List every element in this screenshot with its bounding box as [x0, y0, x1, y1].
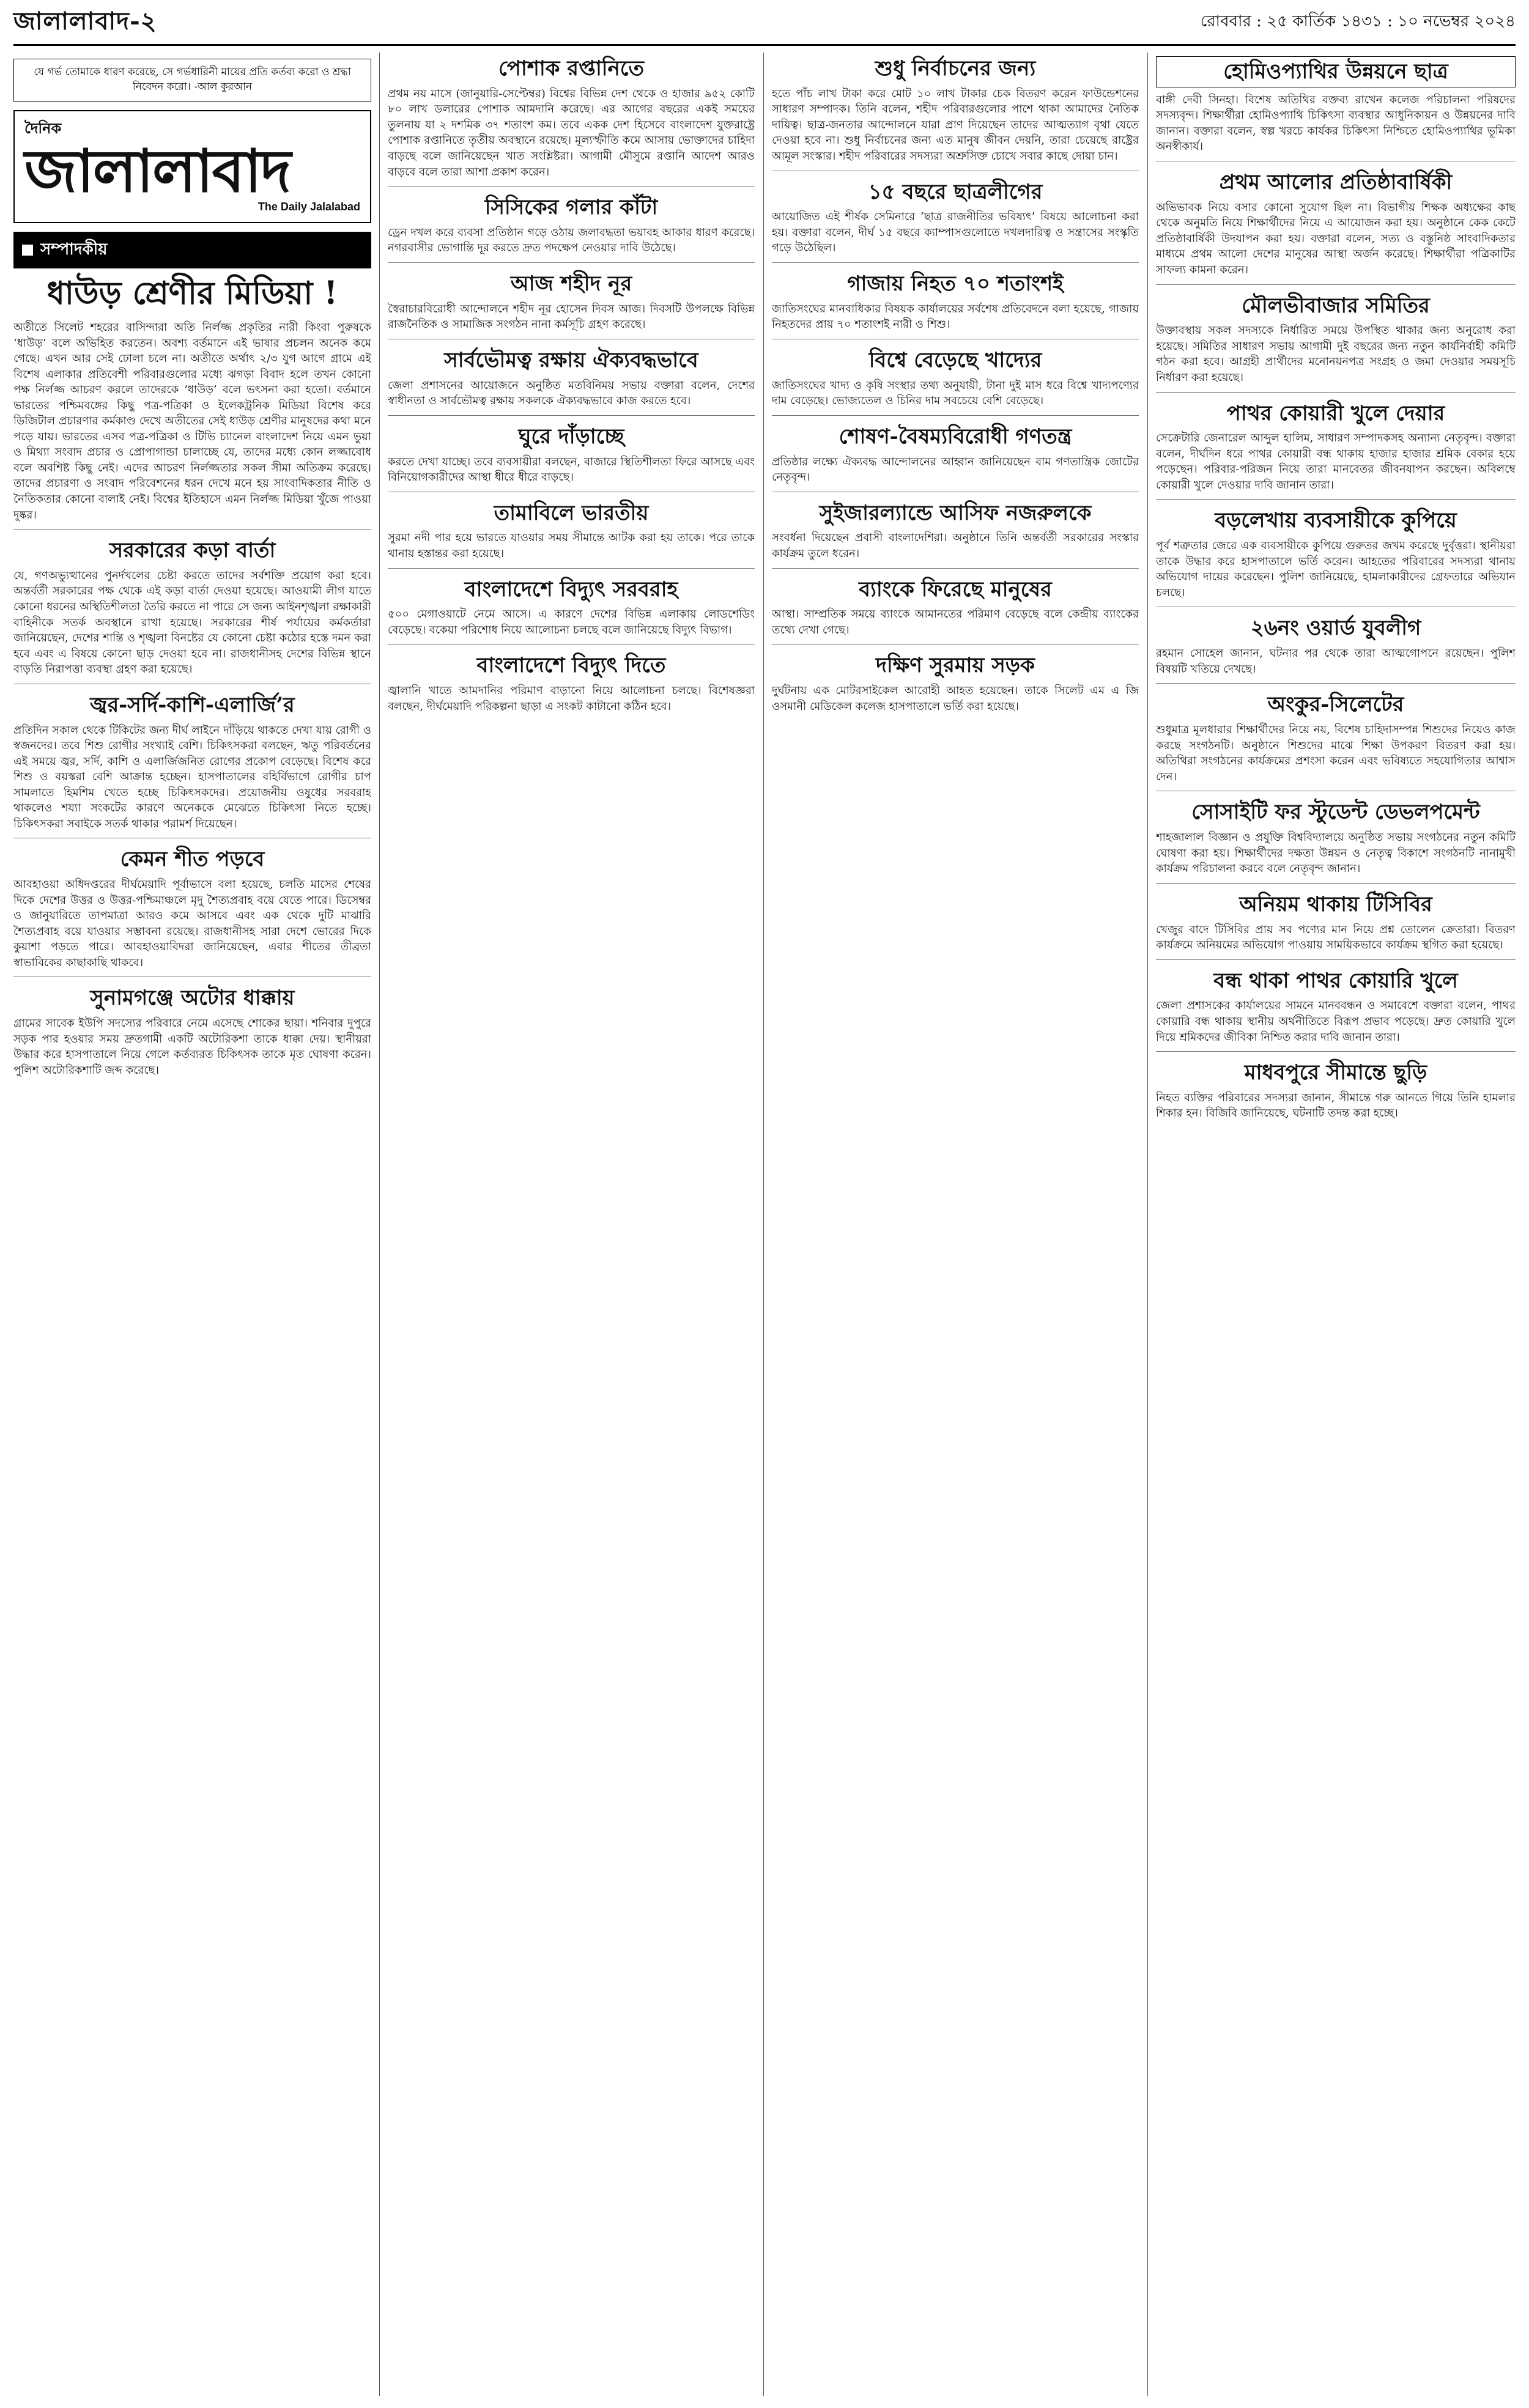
- article-ankur: [1156, 692, 1516, 791]
- article-prothomalo: [1156, 170, 1516, 285]
- article-bcl: [772, 180, 1139, 263]
- section-bar: [13, 232, 371, 268]
- article-garment: [388, 56, 755, 187]
- article-tcb: [1156, 892, 1516, 960]
- exploitation-headline: শোষণ-বৈষম্যবিরোধী গণতন্ত্র: [839, 424, 1072, 449]
- article-flu: [13, 693, 371, 839]
- article-food: [772, 348, 1139, 416]
- borolekh-body: পূর্ব শত্রুতার জেরে এক ব্যবসায়ীকে কুপিয়ে গুরুতর জখম করেছে দুর্বৃত্তরা। স্থানীয়রা তাকে উদ্ধার করে হাসপাতালে ভর্তি করেন। আহতের পরিবারের সদস্যরা থানায় অভিযোগ দায়ের করেছেন। পুলিশ জানিয়েছে, হামলাকারীদের গ্রেফতারে অভিযান চলছে।: [1156, 539, 1516, 599]
- article-gov-warning: [13, 538, 371, 684]
- syrup-body: ড্রেন দখল করে ব্যবসা প্রতিষ্ঠান গড়ে ওঠায় জলাবদ্ধতা ভয়াবহ আকার ধারণ করেছে। নগরবাসীর ভোগান্তি দূর করতে দ্রুত পদক্ষেপ নেওয়ার দাবি উঠেছে।: [388, 226, 755, 255]
- article-switzerland: [772, 501, 1139, 569]
- section-label: সম্পাদকীয়: [40, 240, 108, 259]
- masthead: [13, 110, 371, 223]
- tcb-body: খেজুর বাদে টিসিবির প্রায় সব পণ্যের মান নিয়ে প্রশ্ন তোলেন ক্রেতারা। বিতরণ কার্যক্রমে অনিয়মের অভিযোগ পাওয়ায় সাময়িকভাবে কার্যক্রম স্থগিত করা হয়েছে।: [1156, 923, 1516, 952]
- masthead-quote: যে গর্ভ তোমাকে ধারণ করেছে, সে গর্ভধারিনী মায়ের প্রতি কর্তব্য করো ও শ্রদ্ধা নিবেদন করো। -আল কুরআন: [13, 59, 371, 102]
- elect-body: হতে পাঁচ লাখ টাকা করে মোট ১০ লাখ টাকার চেক বিতরণ করেন ফাউন্ডেশনের সাধারণ সম্পাদক। তিনি বলেন, শহীদ পরিবারগুলোর পাশে থাকা আমাদের নৈতিক দায়িত্ব। ছাত্র-জনতার আন্দোলনে যারা প্রাণ দিয়েছেন তাদের আত্মত্যাগ বৃথা যেতে দেওয়া হবে না। শুধু নির্বাচনের জন্য এত মানুষ জীবন দেয়নি, তারা চেয়েছে রাষ্ট্রের আমূল সংস্কার। শহীদ পরিবারের সদস্যরা অশ্রুসিক্ত চোখে সবার কাছে দোয়া চান।: [772, 87, 1139, 163]
- article-rebound: [388, 424, 755, 492]
- article-sovereign: [388, 348, 755, 416]
- article-tamabil: [388, 501, 755, 569]
- bank-body: আস্থা। সাম্প্রতিক সময়ে ব্যাংকে আমানতের পরিমাণ বেড়েছে বলে কেন্দ্রীয় ব্যাংকের তথ্যে দেখা গেছে।: [772, 608, 1139, 637]
- article-sunamganj: [13, 986, 371, 1078]
- article-winter: [13, 847, 371, 977]
- column-1: [13, 53, 371, 2396]
- ankur-body: শুধুমাত্র মূলধারার শিক্ষার্থীদের নিয়ে নয়, বিশেষ চাহিদাসম্পন্ন শিশুদের নিয়েও কাজ করছে সংগঠনটি। অনুষ্ঠানে শিশুদের মাঝে শিক্ষা উপকরণ বিতরণ করা হয়। অতিথিরা সংগঠনের কার্যক্রমের প্রশংসা করেন এবং ভবিষ্যতে সহযোগিতার আশ্বাস দেন।: [1156, 723, 1516, 783]
- masthead-subtitle: The Daily Jalalabad: [257, 200, 360, 213]
- winter-body: আবহাওয়া অধিদপ্তরের দীর্ঘমেয়াদি পূর্বাভাসে বলা হয়েছে, চলতি মাসের শেষের দিকে দেশের উত্তর ও উত্তর-পশ্চিমাঞ্চলে মৃদু শৈত্যপ্রবাহ বয়ে যেতে পারে। ডিসেম্বর ও জানুয়ারিতে তাপমাত্রা আরও কমে আসবে এবং এক থেকে দুটি মাঝারি শৈত্যপ্রবাহ বয়ে যাওয়ার সম্ভাবনা রয়েছে। রাজধানীসহ সারা দেশে ভোরের দিকে কুয়াশা পড়তে পারে। আবহাওয়াবিদরা জানিয়েছেন, এবার শীতের তীব্রতা স্বাভাবিকের কাছাকাছি থাকবে।: [13, 878, 371, 969]
- syrup-headline: সিসিকের গলার কাঁটা: [484, 195, 658, 220]
- quarry-headline: পাথর কোয়ারী খুলে দেয়ার: [1226, 401, 1445, 426]
- article-syrup: [388, 195, 755, 263]
- ganja-body: জাতিসংঘের মানবাধিকার বিষয়ক কার্যালয়ের সর্বশেষ প্রতিবেদনে বলা হয়েছে, গাজায় নিহতদের প্রায় ৭০ শতাংশই নারী ও শিশু।: [772, 302, 1139, 331]
- ganja-headline: গাজায় নিহত ৭০ শতাংশই: [847, 271, 1064, 296]
- food-body: জাতিসংঘের খাদ্য ও কৃষি সংস্থার তথ্য অনুযায়ী, টানা দুই মাস ধরে বিশ্বে খাদ্যপণ্যের দাম বেড়েছে। ভোজ্যতেল ও চিনির দাম সবচেয়ে বেশি বেড়েছে।: [772, 379, 1139, 408]
- editorial-headline: ধাউড় শ্রেণীর মিডিয়া !: [46, 274, 338, 312]
- masthead-daily: দৈনিক: [24, 119, 62, 137]
- borolekh-headline: বড়লেখায় ব্যবসায়ীকে কুপিয়ে: [1215, 508, 1457, 533]
- garment-body: প্রথম নয় মাসে (জানুয়ারি-সেপ্টেম্বর) বিশ্বের বিভিন্ন দেশ থেকে ও হাজার ৯৫২ কোটি ৮০ লাখ ডলারের পোশাক আমদানি করেছে। এর আগের বছরের একই সময়ের তুলনায় যা ২ দশমিক ৩৭ শতাংশ কম। তবে একক দেশ হিসেবে বাংলাদেশ যুক্তরাষ্ট্রে পোশাক রপ্তানিতে তৃতীয় অবস্থানে রয়েছে। মূল্যস্ফীতি কমে আসায় ভোক্তাদের চাহিদা বাড়ছে বলে জানিয়েছেন খাত সংশ্লিষ্টরা। আগামী মৌসুমে রপ্তানি আদেশ আরও বাড়বে বলে তারা আশা প্রকাশ করেন।: [388, 87, 755, 179]
- electricity-headline: বাংলাদেশে বিদ্যুৎ সরবরাহ: [464, 577, 678, 602]
- flu-headline: জ্বর-সর্দি-কাশি-এলার্জি’র: [90, 692, 295, 717]
- article-bank: [772, 577, 1139, 645]
- sovereign-headline: সার্বভৌমত্ব রক্ষায় ঐক্যবদ্ধভাবে: [444, 347, 698, 372]
- ward26-headline: ২৬নং ওয়ার্ড যুবলীগ: [1250, 616, 1421, 641]
- article-quarry: [1156, 401, 1516, 500]
- editorial-body: অতীতে সিলেট শহরের বাসিন্দারা অতি নির্লজ্জ প্রকৃতির নারী কিংবা পুরুষকে ‘ধাউড়’ বলে অভিহিত করতেন। অবশ্য বর্তমানে এই ভাষার প্রচলন অনেক কমে গেছে। এখন আর সেই ঢোলা চলে না। অতীতে অর্থাৎ ২/৩ যুগ আগে গ্রামে এই বিশেষ এলাকার প্রতিবেশী পরিবারগুলোর মধ্যে ঝগড়া বিবাদ হলে তখন কোনো পক্ষ নির্লজ্জ আচরণ করলে তাদেরকে ‘ধাউড়’ বলে ভৎসনা করা হতো। বর্তমানে ভারতের পশ্চিমবঙ্গের কিছু পত্র-পত্রিকা ও ইলেকট্রনিক মিডিয়া বিশেষ করে ডিজিটাল প্রচারণার কর্মকাণ্ড দেখে অতীতের সেই ধাউড় শ্রেণীর মানুষদের কথা মনে পড়ে যায়। ভারতের এসব পত্র-পত্রিকা ও টিভি চ্যানেল বাংলাদেশ নিয়ে এমন ভুয়া ও মিথ্যা সংবাদ প্রচার ও প্রোপাগান্ডা চালাচ্ছে যে, তাদের মধ্যে কোন লজ্জাবোধ বলে অবশিষ্ট কিছু নেই। এদের আচরণ নির্লজ্জতার সকল সীমা অতিক্রম করেছে। তাদের প্রচারণা ও সংবাদ পরিবেশনের ধরন দেখে মনে হয় সাংবাদিকতার নীতি ও নৈতিকতার কোনো বালাই নেই। বিশ্বের ইতিহাসে এমন নির্লজ্জ মিডিয়া খুঁজে পাওয়া দুষ্কর।: [13, 320, 371, 522]
- masthead-title: জালালাবাদ: [24, 136, 291, 205]
- exploitation-body: প্রতিষ্ঠার লক্ষ্যে ঐক্যবদ্ধ আন্দোলনের আহ্বান জানিয়েছেন বাম গণতান্ত্রিক জোটের নেতৃবৃন্দ।: [772, 455, 1139, 484]
- electricity-body: ৫০০ মেগাওয়াটে নেমে আসে। এ কারণে দেশের বিভিন্ন এলাকায় লোডশেডিং বেড়েছে। বকেয়া পরিশোধ নিয়ে আলোচনা চলছে বলে জানিয়েছে বিদ্যুৎ বিভাগ।: [388, 608, 755, 637]
- column-3: [772, 53, 1139, 2396]
- article-elect: [772, 56, 1139, 171]
- road-headline: দক্ষিণ সুরমায় সড়ক: [876, 653, 1035, 678]
- article-electricity: [388, 577, 755, 645]
- road-body: দুর্ঘটনায় এক মোটরসাইকেল আরোহী আহত হয়েছেন। তাকে সিলেট এম এ জি ওসমানী মেডিকেল কলেজ হাসপাতালে ভর্তি করা হয়েছে।: [772, 684, 1139, 713]
- switzerland-headline: সুইজারল্যান্ডে আসিফ নজরুলকে: [819, 500, 1092, 525]
- martyr-headline: আজ শহীদ নূর: [510, 271, 632, 296]
- article-electricity2: [388, 653, 755, 714]
- flu-body: প্রতিদিন সকাল থেকে টিকিটের জন্য দীর্ঘ লাইনে দাঁড়িয়ে থাকতে দেখা যায় রোগী ও স্বজনদের। তবে শিশু রোগীর সংখ্যাই বেশি। চিকিৎসকরা বলছেন, ঋতু পরিবর্তনের এই সময়ে জ্বর, সর্দি, কাশি ও এলার্জিজনিত রোগের প্রকোপ বেড়েছে। বিশেষ করে শিশু ও বয়স্করা বেশি আক্রান্ত হচ্ছেন। হাসপাতালের বহির্বিভাগে রোগীর চাপ সামলাতে হিমশিম খেতে হচ্ছে চিকিৎসকদের। প্রয়োজনীয় ওষুধের সরবরাহ থাকলেও শয্যা সংকটের কারণে অনেককে মেঝেতে চিকিৎসা নিতে হচ্ছে। চিকিৎসকরা সবাইকে সতর্ক থাকার পরামর্শ দিয়েছেন।: [13, 723, 371, 830]
- martyr-body: স্বৈরাচারবিরোধী আন্দোলনে শহীদ নূর হোসেন দিবস আজ। দিবসটি উপলক্ষে বিভিন্ন রাজনৈতিক ও সামাজিক সংগঠন নানা কর্মসূচি গ্রহণ করেছে।: [388, 302, 755, 331]
- article-editorial: [13, 275, 371, 530]
- article-homeo: [1156, 56, 1516, 161]
- bcl-headline: ১৫ বছরে ছাত্রলীগের: [868, 179, 1043, 204]
- prothomalo-headline: প্রথম আলোর প্রতিষ্ঠাবার্ষিকী: [1219, 169, 1453, 194]
- column-rule: [763, 53, 764, 2396]
- column-rule: [379, 53, 380, 2396]
- tamabil-body: সুরমা নদী পার হয়ে ভারতে যাওয়ার সময় সীমান্তে আটক করা হয় তাকে। পরে তাকে থানায় হস্তান্তর করা হয়েছে।: [388, 531, 755, 560]
- garment-headline: পোশাক রপ্তানিতে: [498, 56, 645, 81]
- page-name: জালালাবাদ-২: [13, 6, 157, 35]
- square-icon: [22, 245, 33, 256]
- homeo-headline: হোমিওপ্যাথির উন্নয়নে ছাত্র: [1156, 56, 1516, 87]
- article-society: [1156, 800, 1516, 883]
- columns-area: [13, 53, 1516, 2396]
- sunamganj-headline: সুনামগঞ্জে অটোর ধাক্কায়: [90, 986, 295, 1011]
- article-martyr: [388, 271, 755, 339]
- page-date: রোববার : ২৫ কার্তিক ১৪৩১ : ১০ নভেম্বর ২০২৪: [1200, 12, 1516, 31]
- quarry-body: সেক্রেটারি জেনারেল আব্দুল হালিম, সাধারণ সম্পাদকসহ অন্যান্য নেতৃবৃন্দ। বক্তারা বলেন, দীর্ঘদিন ধরে পাথর কোয়ারী বন্ধ থাকায় হাজার হাজার শ্রমিক বেকার হয়ে পড়েছেন। পরিবার-পরিজন নিয়ে তারা মানবেতর জীবনযাপন করছেন। অবিলম্বে কোয়ারী খুলে দেওয়ার দাবি জানান তারা।: [1156, 432, 1516, 492]
- madhabpur-headline: মাধবপুরে সীমান্তে ছুড়ি: [1244, 1060, 1427, 1085]
- sovereign-body: জেলা প্রশাসনের আয়োজনে অনুষ্ঠিত মতবিনিময় সভায় বক্তারা বলেন, দেশের স্বাধীনতা ও সার্বভৌমত্ব রক্ষায় সকলকে ঐক্যবদ্ধভাবে কাজ করতে হবে।: [388, 379, 755, 408]
- electricity2-body: জ্বালানি খাতে আমদানির পরিমাণ বাড়ানো নিয়ে আলোচনা চলছে। বিশেষজ্ঞরা বলছেন, দীর্ঘমেয়াদি পরিকল্পনা ছাড়া এ সংকট কাটানো কঠিন হবে।: [388, 684, 755, 713]
- tamabil-headline: তামাবিলে ভারতীয়: [494, 500, 649, 525]
- rebound-headline: ঘুরে দাঁড়াচ্ছে: [518, 424, 624, 449]
- bcl-body: আয়োজিত এই শীর্ষক সেমিনারে ‘ছাত্র রাজনীতির ভবিষ্যৎ’ বিষয়ে আলোচনা করা হয়। বক্তারা বলেন, দীর্ঘ ১৫ বছরে ক্যাম্পাসগুলোতে দখলদারিত্ব ও সন্ত্রাসের সংস্কৃতি গড়ে উঠেছিল।: [772, 210, 1139, 255]
- society-body: শাহজালাল বিজ্ঞান ও প্রযুক্তি বিশ্ববিদ্যালয়ে অনুষ্ঠিত সভায় সংগঠনের নতুন কমিটি ঘোষণা করা হয়। শিক্ষার্থীদের দক্ষতা উন্নয়ন ও নেতৃত্ব বিকাশে সংগঠনটি নানামুখী কার্যক্রম পরিচালনা করবে বলে নেতৃবৃন্দ জানান।: [1156, 831, 1516, 876]
- winter-headline: কেমন শীত পড়বে: [120, 847, 265, 872]
- page-header: [13, 0, 1516, 46]
- elect-headline: শুধু নির্বাচনের জন্য: [875, 56, 1036, 81]
- electricity2-headline: বাংলাদেশে বিদ্যুৎ দিতে: [476, 653, 666, 678]
- gov-warning-headline: সরকারের কড়া বার্তা: [109, 538, 276, 563]
- homeo-body: বাঙ্গী দেবী সিনহা। বিশেষ অতিথির বক্তব্য রাখেন কলেজ পরিচালনা পরিষদের সদস্যবৃন্দ। শিক্ষার্থীরা হোমিওপ্যাথি চিকিৎসা ব্যবস্থার আধুনিকায়ন ও উন্নয়নের দাবি জানান। বক্তারা বলেন, স্বল্প খরচে কার্যকর চিকিৎসা নিশ্চিতে হোমিওপ্যাথির ভূমিকা অনস্বীকার্য।: [1156, 93, 1516, 153]
- article-moulvibazar: [1156, 294, 1516, 393]
- article-madhabpur: [1156, 1060, 1516, 1121]
- column-rule: [1147, 53, 1148, 2396]
- food-headline: বিশ্বে বেড়েছে খাদ্যের: [868, 347, 1042, 372]
- switzerland-body: সংবর্ধনা দিয়েছেন প্রবাসী বাংলাদেশিরা। অনুষ্ঠানে তিনি অন্তর্বর্তী সরকারের সংস্কার কার্যক্রম তুলে ধরেন।: [772, 531, 1139, 560]
- sunamganj-body: গ্রামের সাবেক ইউপি সদস্যের পরিবারে নেমে এসেছে শোকের ছায়া। শনিবার দুপুরে সড়ক পার হওয়ার সময় দ্রুতগামী একটি অটোরিকশা তাকে ধাক্কা দেয়। স্থানীয়রা উদ্ধার করে হাসপাতালে নিয়ে গেলে কর্তব্যরত চিকিৎসক তাকে মৃত ঘোষণা করেন। পুলিশ অটোরিকশাটি জব্দ করেছে।: [13, 1017, 371, 1077]
- article-exploitation: [772, 424, 1139, 492]
- moulvibazar-headline: মৌলভীবাজার সমিতির: [1242, 293, 1430, 318]
- article-road: [772, 653, 1139, 714]
- stone-body: জেলা প্রশাসকের কার্যালয়ের সামনে মানববন্ধন ও সমাবেশে বক্তারা বলেন, পাথর কোয়ারি বন্ধ থাকায় স্থানীয় অর্থনীতিতে বিরূপ প্রভাব পড়েছে। দ্রুত কোয়ারি খুলে দিয়ে শ্রমিকদের জীবিকা নিশ্চিত করার দাবি জানান তারা।: [1156, 999, 1516, 1044]
- article-stone: [1156, 969, 1516, 1052]
- moulvibazar-body: উক্তাবস্থায় সকল সদস্যকে নির্ধারিত সময়ে উপস্থিত থাকার জন্য অনুরোধ করা হয়েছে। সমিতির সাধারণ সভায় আগামী দুই বছরের জন্য নতুন কার্যনির্বাহী কমিটি গঠন করা হবে। আগ্রহী প্রার্থীদের মনোনয়নপত্র সংগ্রহ ও জমা দেওয়ার সময়সূচি নির্ধারণ করা হয়েছে।: [1156, 324, 1516, 384]
- bank-headline: ব্যাংকে ফিরেছে মানুষের: [859, 577, 1052, 602]
- ankur-headline: অংকুর-সিলেটের: [1267, 692, 1404, 717]
- tcb-headline: অনিয়ম থাকায় টিসিবির: [1239, 892, 1432, 917]
- article-ganja: [772, 271, 1139, 339]
- column-2: [388, 53, 755, 2396]
- prothomalo-body: অভিভাবক নিয়ে বসার কোনো সুযোগ ছিল না। বিভাগীয় শিক্ষক অধ্যক্ষের কাছ থেকে অনুমতি নিয়ে শিক্ষার্থীদের নিয়ে এ আয়োজন করা হয়। অনুষ্ঠানে কেক কেটে প্রতিষ্ঠাবার্ষিকী উদযাপন করা হয়। বক্তারা বলেন, সত্য ও বস্তুনিষ্ঠ সাংবাদিকতার মাধ্যমে প্রথম আলো দেশের মানুষের আস্থা অর্জন করেছে। শিক্ষার্থীরা পত্রিকাটির সাফল্য কামনা করেন।: [1156, 201, 1516, 276]
- column-4: [1156, 53, 1516, 2396]
- gov-warning-body: যে, গণঅভ্যুত্থানের পুনর্দখলের চেষ্টা করতে তাদের সর্বশক্তি প্রয়োগ করা হবে। অন্তর্বর্তী সরকারের পক্ষ থেকে এই কড়া বার্তা দেওয়া হয়েছে। আওয়ামী লীগ যাতে কোনো ধরনের অস্থিতিশীলতা তৈরি করতে না পারে সে জন্য আইনশৃঙ্খলা রক্ষাকারী বাহিনীকে সতর্ক অবস্থানে রাখা হয়েছে। সরকারের শীর্ষ পর্যায়ের কর্মকর্তারা জানিয়েছেন, দেশের শান্তি ও শৃঙ্খলা বিনষ্টের যে কোনো চেষ্টা কঠোর হস্তে দমন করা হবে এবং এ বিষয়ে কোনো ছাড় দেওয়া হবে না। রাজধানীসহ দেশের বিভিন্ন স্থানে বাড়তি নিরাপত্তা ব্যবস্থা গ্রহণ করা হয়েছে।: [13, 569, 371, 676]
- society-headline: সোসাইটি ফর স্টুডেন্ট ডেভলপমেন্ট: [1191, 800, 1480, 825]
- article-borolekh: [1156, 508, 1516, 607]
- article-ward26: [1156, 616, 1516, 684]
- ward26-body: রহমান সোহেল জানান, ঘটনার পর থেকে তারা আত্মগোপনে রয়েছেন। পুলিশ বিষয়টি খতিয়ে দেখছে।: [1156, 647, 1516, 676]
- rebound-body: করতে দেখা যাচ্ছে। তবে ব্যবসায়ীরা বলছেন, বাজারে স্থিতিশীলতা ফিরে আসছে এবং বিনিয়োগকারীদের আস্থা ধীরে ধীরে বাড়ছে।: [388, 455, 755, 484]
- madhabpur-body: নিহত ব্যক্তির পরিবারের সদস্যরা জানান, সীমান্তে গরু আনতে গিয়ে তিনি হামলার শিকার হন। বিজিবি জানিয়েছে, ঘটনাটি তদন্ত করা হচ্ছে।: [1156, 1091, 1516, 1120]
- stone-headline: বন্ধ থাকা পাথর কোয়ারি খুলে: [1213, 968, 1458, 993]
